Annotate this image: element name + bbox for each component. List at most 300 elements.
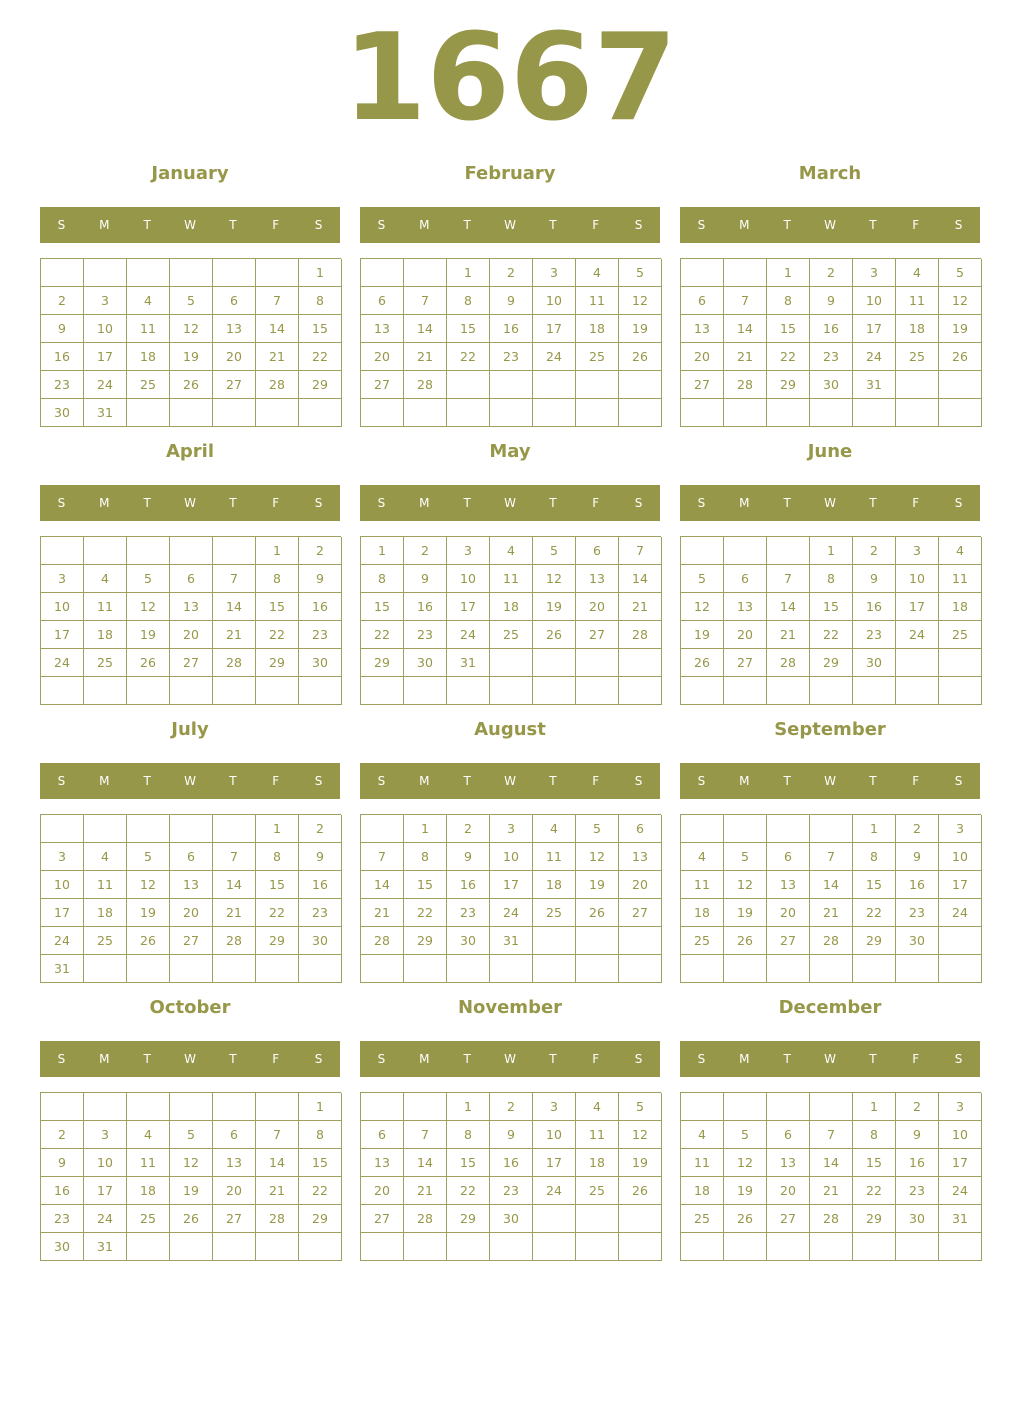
day-cell: 22 xyxy=(767,343,810,371)
day-cell: 13 xyxy=(361,315,404,343)
day-cell: 12 xyxy=(533,565,576,593)
day-cell: 11 xyxy=(84,593,127,621)
day-grid xyxy=(680,536,981,705)
day-cell: 22 xyxy=(810,621,853,649)
day-cell: 13 xyxy=(619,843,662,871)
day-cell: 12 xyxy=(681,593,724,621)
day-cell: 15 xyxy=(361,593,404,621)
day-cell: 15 xyxy=(810,593,853,621)
empty-cell xyxy=(256,955,299,983)
day-cell: 16 xyxy=(490,315,533,343)
empty-cell xyxy=(619,399,662,427)
empty-cell xyxy=(576,649,619,677)
weekday-header xyxy=(680,207,980,243)
day-cell: 18 xyxy=(127,1177,170,1205)
empty-cell xyxy=(127,1233,170,1261)
empty-cell xyxy=(127,815,170,843)
day-cell: 7 xyxy=(256,287,299,315)
day-cell: 25 xyxy=(681,1205,724,1233)
empty-cell xyxy=(533,677,576,705)
empty-cell xyxy=(810,815,853,843)
empty-cell xyxy=(724,259,767,287)
day-cell: 31 xyxy=(939,1205,982,1233)
weekday-label: F xyxy=(912,1052,920,1066)
day-cell: 19 xyxy=(533,593,576,621)
day-cell: 30 xyxy=(896,1205,939,1233)
day-cell: 10 xyxy=(490,843,533,871)
day-cell: 31 xyxy=(41,955,84,983)
day-cell: 2 xyxy=(896,1093,939,1121)
day-cell: 27 xyxy=(213,1205,256,1233)
empty-cell xyxy=(724,677,767,705)
empty-cell xyxy=(213,537,256,565)
day-cell: 23 xyxy=(810,343,853,371)
day-cell: 27 xyxy=(361,1205,404,1233)
day-cell: 13 xyxy=(213,1149,256,1177)
weekday-label: T xyxy=(549,218,557,232)
day-cell: 5 xyxy=(619,1093,662,1121)
empty-cell xyxy=(767,537,810,565)
weekday-label: F xyxy=(912,774,920,788)
empty-cell xyxy=(361,815,404,843)
day-cell: 6 xyxy=(724,565,767,593)
day-cell: 27 xyxy=(361,371,404,399)
month-title: August xyxy=(474,719,546,740)
empty-cell xyxy=(41,1093,84,1121)
weekday-header xyxy=(680,1041,980,1077)
weekday-label: M xyxy=(99,496,110,510)
day-cell: 31 xyxy=(84,399,127,427)
month-title: May xyxy=(489,441,531,462)
day-cell: 3 xyxy=(853,259,896,287)
day-cell: 14 xyxy=(404,1149,447,1177)
day-cell: 3 xyxy=(533,259,576,287)
day-cell: 17 xyxy=(490,871,533,899)
day-cell: 27 xyxy=(619,899,662,927)
empty-cell xyxy=(404,399,447,427)
empty-cell xyxy=(404,1093,447,1121)
day-cell: 4 xyxy=(681,843,724,871)
day-cell: 18 xyxy=(681,1177,724,1205)
empty-cell xyxy=(724,1233,767,1261)
day-cell: 9 xyxy=(810,287,853,315)
day-cell: 13 xyxy=(361,1149,404,1177)
empty-cell xyxy=(681,399,724,427)
empty-cell xyxy=(256,1233,299,1261)
weekday-label: S xyxy=(377,218,386,232)
empty-cell xyxy=(810,677,853,705)
day-cell: 9 xyxy=(896,843,939,871)
day-cell: 29 xyxy=(256,927,299,955)
weekday-label: W xyxy=(824,218,836,232)
empty-cell xyxy=(681,259,724,287)
empty-cell xyxy=(533,371,576,399)
day-cell: 13 xyxy=(170,871,213,899)
weekday-label: T xyxy=(143,218,151,232)
weekday-label: T xyxy=(549,496,557,510)
day-cell: 20 xyxy=(724,621,767,649)
day-cell: 6 xyxy=(619,815,662,843)
day-cell: 31 xyxy=(447,649,490,677)
weekday-label: T xyxy=(229,774,237,788)
day-cell: 6 xyxy=(213,287,256,315)
day-cell: 8 xyxy=(256,565,299,593)
day-cell: 20 xyxy=(681,343,724,371)
day-cell: 25 xyxy=(533,899,576,927)
day-cell: 9 xyxy=(404,565,447,593)
weekday-label: M xyxy=(739,774,750,788)
day-cell: 18 xyxy=(84,621,127,649)
day-cell: 1 xyxy=(404,815,447,843)
day-cell: 16 xyxy=(896,871,939,899)
empty-cell xyxy=(576,1233,619,1261)
day-cell: 30 xyxy=(447,927,490,955)
day-cell: 11 xyxy=(84,871,127,899)
day-cell: 11 xyxy=(681,1149,724,1177)
day-grid xyxy=(40,258,341,427)
weekday-label: W xyxy=(184,218,196,232)
empty-cell xyxy=(681,1093,724,1121)
day-cell: 12 xyxy=(170,315,213,343)
weekday-label: S xyxy=(57,218,66,232)
empty-cell xyxy=(533,399,576,427)
weekday-label: M xyxy=(419,1052,430,1066)
day-cell: 20 xyxy=(213,1177,256,1205)
day-cell: 2 xyxy=(810,259,853,287)
day-cell: 12 xyxy=(127,871,170,899)
empty-cell xyxy=(767,399,810,427)
day-cell: 1 xyxy=(299,259,342,287)
empty-cell xyxy=(404,259,447,287)
weekday-label: T xyxy=(549,774,557,788)
day-cell: 15 xyxy=(256,593,299,621)
weekday-label: S xyxy=(954,496,963,510)
day-cell: 19 xyxy=(170,1177,213,1205)
day-cell: 3 xyxy=(447,537,490,565)
weekday-header xyxy=(40,485,340,521)
day-cell: 7 xyxy=(213,843,256,871)
day-cell: 12 xyxy=(576,843,619,871)
empty-cell xyxy=(84,537,127,565)
weekday-label: S xyxy=(954,774,963,788)
day-cell: 29 xyxy=(767,371,810,399)
weekday-label: F xyxy=(592,1052,600,1066)
day-cell: 26 xyxy=(576,899,619,927)
day-cell: 13 xyxy=(170,593,213,621)
day-cell: 25 xyxy=(127,1205,170,1233)
empty-cell xyxy=(213,677,256,705)
day-cell: 30 xyxy=(299,649,342,677)
empty-cell xyxy=(256,259,299,287)
empty-cell xyxy=(127,1093,170,1121)
empty-cell xyxy=(767,677,810,705)
day-cell: 11 xyxy=(533,843,576,871)
day-cell: 20 xyxy=(576,593,619,621)
day-cell: 10 xyxy=(896,565,939,593)
day-cell: 25 xyxy=(939,621,982,649)
day-cell: 8 xyxy=(361,565,404,593)
day-cell: 10 xyxy=(41,871,84,899)
day-cell: 18 xyxy=(939,593,982,621)
day-cell: 20 xyxy=(767,1177,810,1205)
weekday-label: F xyxy=(272,218,280,232)
day-cell: 18 xyxy=(533,871,576,899)
month-title: July xyxy=(171,719,209,740)
day-cell: 20 xyxy=(767,899,810,927)
day-cell: 12 xyxy=(724,871,767,899)
day-cell: 18 xyxy=(576,1149,619,1177)
day-cell: 26 xyxy=(619,1177,662,1205)
day-cell: 24 xyxy=(896,621,939,649)
empty-cell xyxy=(576,1205,619,1233)
empty-cell xyxy=(213,1093,256,1121)
day-cell: 1 xyxy=(447,259,490,287)
day-cell: 22 xyxy=(299,343,342,371)
empty-cell xyxy=(170,815,213,843)
day-cell: 3 xyxy=(84,1121,127,1149)
empty-cell xyxy=(619,1205,662,1233)
weekday-label: S xyxy=(697,496,706,510)
day-cell: 8 xyxy=(299,1121,342,1149)
day-cell: 6 xyxy=(361,1121,404,1149)
empty-cell xyxy=(127,677,170,705)
empty-cell xyxy=(170,399,213,427)
empty-cell xyxy=(810,399,853,427)
day-cell: 13 xyxy=(681,315,724,343)
day-cell: 27 xyxy=(681,371,724,399)
empty-cell xyxy=(681,815,724,843)
day-grid xyxy=(40,1092,341,1261)
empty-cell xyxy=(299,677,342,705)
weekday-label: S xyxy=(57,1052,66,1066)
day-cell: 28 xyxy=(724,371,767,399)
empty-cell xyxy=(170,677,213,705)
day-cell: 8 xyxy=(447,1121,490,1149)
day-cell: 14 xyxy=(404,315,447,343)
weekday-label: T xyxy=(143,774,151,788)
day-cell: 3 xyxy=(84,287,127,315)
empty-cell xyxy=(896,955,939,983)
empty-cell xyxy=(724,1093,767,1121)
empty-cell xyxy=(490,399,533,427)
day-cell: 11 xyxy=(576,287,619,315)
empty-cell xyxy=(896,1233,939,1261)
empty-cell xyxy=(810,1093,853,1121)
day-cell: 10 xyxy=(533,1121,576,1149)
empty-cell xyxy=(853,399,896,427)
weekday-label: T xyxy=(463,1052,471,1066)
weekday-label: T xyxy=(549,1052,557,1066)
empty-cell xyxy=(767,955,810,983)
day-cell: 5 xyxy=(576,815,619,843)
day-cell: 15 xyxy=(299,315,342,343)
day-cell: 16 xyxy=(896,1149,939,1177)
day-cell: 22 xyxy=(361,621,404,649)
weekday-label: T xyxy=(229,218,237,232)
day-cell: 23 xyxy=(490,343,533,371)
day-cell: 26 xyxy=(724,927,767,955)
day-cell: 16 xyxy=(810,315,853,343)
empty-cell xyxy=(170,537,213,565)
day-cell: 23 xyxy=(896,899,939,927)
day-cell: 30 xyxy=(41,1233,84,1261)
day-cell: 27 xyxy=(724,649,767,677)
day-cell: 29 xyxy=(404,927,447,955)
day-cell: 26 xyxy=(127,649,170,677)
weekday-label: S xyxy=(314,496,323,510)
day-cell: 27 xyxy=(170,649,213,677)
day-cell: 9 xyxy=(490,287,533,315)
weekday-label: F xyxy=(592,218,600,232)
day-cell: 30 xyxy=(490,1205,533,1233)
day-cell: 4 xyxy=(127,287,170,315)
weekday-label: T xyxy=(783,774,791,788)
weekday-label: M xyxy=(739,1052,750,1066)
empty-cell xyxy=(213,955,256,983)
day-cell: 16 xyxy=(299,593,342,621)
day-cell: 28 xyxy=(810,927,853,955)
weekday-label: T xyxy=(783,1052,791,1066)
day-cell: 21 xyxy=(767,621,810,649)
weekday-label: T xyxy=(229,496,237,510)
weekday-label: F xyxy=(912,218,920,232)
weekday-label: T xyxy=(869,1052,877,1066)
day-cell: 25 xyxy=(896,343,939,371)
day-cell: 23 xyxy=(41,371,84,399)
day-cell: 24 xyxy=(84,371,127,399)
day-cell: 26 xyxy=(170,1205,213,1233)
empty-cell xyxy=(939,649,982,677)
empty-cell xyxy=(299,1233,342,1261)
year-title: 1667 xyxy=(343,9,677,148)
day-grid xyxy=(680,258,981,427)
weekday-label: M xyxy=(419,774,430,788)
day-cell: 8 xyxy=(299,287,342,315)
day-cell: 2 xyxy=(853,537,896,565)
day-cell: 3 xyxy=(41,843,84,871)
day-cell: 14 xyxy=(810,1149,853,1177)
day-cell: 3 xyxy=(41,565,84,593)
day-cell: 8 xyxy=(853,843,896,871)
day-cell: 22 xyxy=(256,899,299,927)
empty-cell xyxy=(490,371,533,399)
weekday-label: S xyxy=(377,1052,386,1066)
day-cell: 24 xyxy=(41,649,84,677)
empty-cell xyxy=(724,537,767,565)
day-cell: 9 xyxy=(41,1149,84,1177)
month-title: June xyxy=(807,441,853,462)
empty-cell xyxy=(853,677,896,705)
weekday-label: F xyxy=(272,1052,280,1066)
day-cell: 28 xyxy=(256,371,299,399)
day-cell: 9 xyxy=(299,565,342,593)
day-cell: 13 xyxy=(213,315,256,343)
day-cell: 28 xyxy=(256,1205,299,1233)
day-cell: 2 xyxy=(404,537,447,565)
day-cell: 10 xyxy=(939,843,982,871)
weekday-label: S xyxy=(314,218,323,232)
weekday-header xyxy=(360,763,660,799)
day-cell: 31 xyxy=(490,927,533,955)
day-cell: 31 xyxy=(853,371,896,399)
day-cell: 10 xyxy=(939,1121,982,1149)
day-cell: 2 xyxy=(490,1093,533,1121)
day-cell: 1 xyxy=(299,1093,342,1121)
day-cell: 24 xyxy=(939,1177,982,1205)
empty-cell xyxy=(533,1205,576,1233)
weekday-label: F xyxy=(592,496,600,510)
day-cell: 25 xyxy=(576,343,619,371)
empty-cell xyxy=(896,649,939,677)
day-cell: 19 xyxy=(724,1177,767,1205)
day-cell: 12 xyxy=(939,287,982,315)
day-cell: 28 xyxy=(810,1205,853,1233)
day-cell: 22 xyxy=(853,1177,896,1205)
day-cell: 6 xyxy=(170,843,213,871)
empty-cell xyxy=(213,399,256,427)
empty-cell xyxy=(213,815,256,843)
day-grid xyxy=(40,536,341,705)
month-title: February xyxy=(464,163,556,184)
day-cell: 18 xyxy=(896,315,939,343)
day-cell: 24 xyxy=(490,899,533,927)
day-cell: 25 xyxy=(681,927,724,955)
day-cell: 29 xyxy=(810,649,853,677)
day-cell: 30 xyxy=(41,399,84,427)
day-cell: 5 xyxy=(724,1121,767,1149)
day-cell: 7 xyxy=(724,287,767,315)
month-title: September xyxy=(774,719,886,740)
weekday-label: W xyxy=(184,1052,196,1066)
day-cell: 25 xyxy=(127,371,170,399)
empty-cell xyxy=(619,649,662,677)
day-cell: 6 xyxy=(767,843,810,871)
day-cell: 22 xyxy=(447,1177,490,1205)
day-cell: 14 xyxy=(724,315,767,343)
weekday-header xyxy=(360,1041,660,1077)
day-cell: 12 xyxy=(619,1121,662,1149)
day-cell: 14 xyxy=(361,871,404,899)
empty-cell xyxy=(939,955,982,983)
day-cell: 10 xyxy=(41,593,84,621)
day-cell: 27 xyxy=(767,927,810,955)
day-cell: 27 xyxy=(170,927,213,955)
empty-cell xyxy=(361,1233,404,1261)
empty-cell xyxy=(576,927,619,955)
weekday-label: T xyxy=(869,496,877,510)
day-cell: 6 xyxy=(576,537,619,565)
weekday-label: T xyxy=(783,218,791,232)
day-cell: 13 xyxy=(767,1149,810,1177)
weekday-header xyxy=(40,1041,340,1077)
day-cell: 16 xyxy=(299,871,342,899)
day-cell: 21 xyxy=(619,593,662,621)
empty-cell xyxy=(447,399,490,427)
day-cell: 18 xyxy=(576,315,619,343)
weekday-label: T xyxy=(463,218,471,232)
day-cell: 9 xyxy=(299,843,342,871)
empty-cell xyxy=(404,955,447,983)
day-cell: 1 xyxy=(810,537,853,565)
day-cell: 3 xyxy=(490,815,533,843)
day-cell: 17 xyxy=(939,1149,982,1177)
day-cell: 3 xyxy=(939,815,982,843)
day-cell: 6 xyxy=(213,1121,256,1149)
weekday-label: M xyxy=(99,774,110,788)
empty-cell xyxy=(41,677,84,705)
day-cell: 13 xyxy=(724,593,767,621)
weekday-label: W xyxy=(504,774,516,788)
